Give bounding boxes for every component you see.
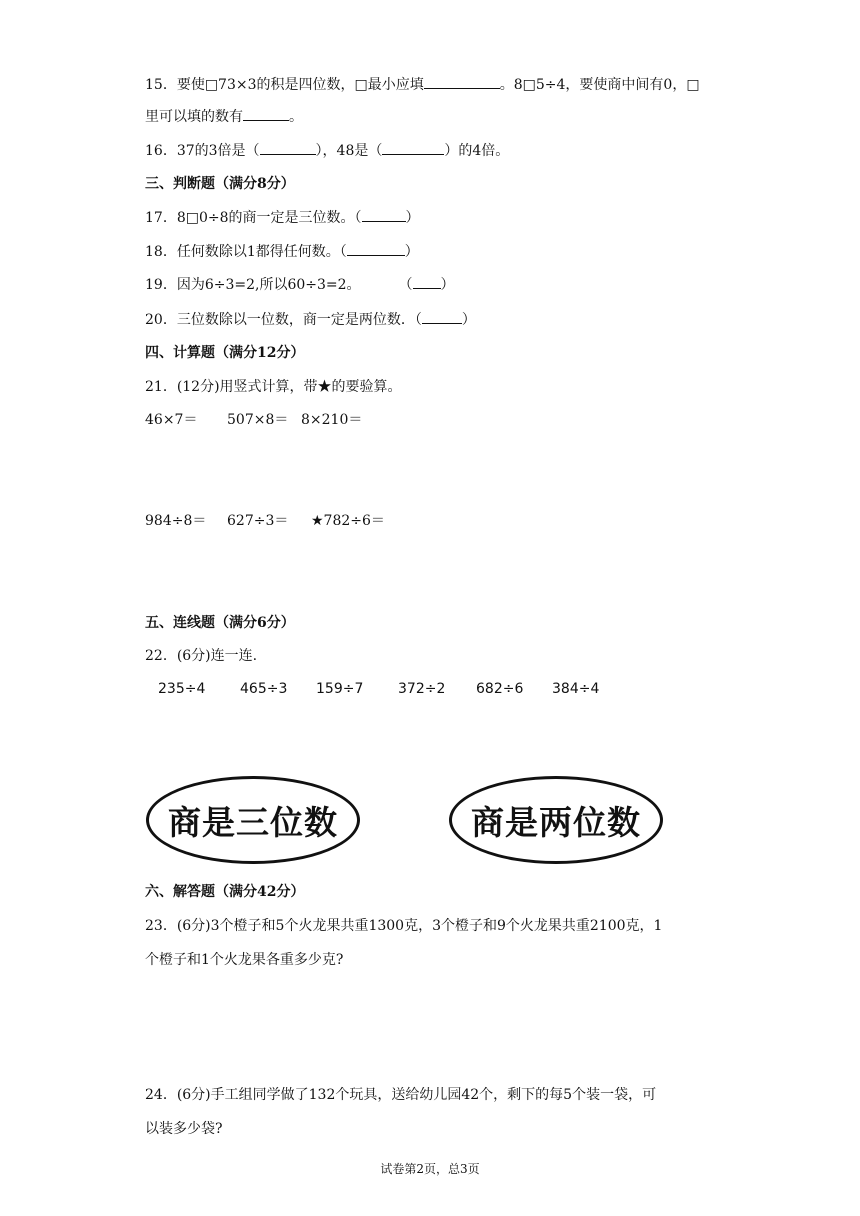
calc-item: 984÷8＝ — [145, 513, 207, 529]
q15-answer-blank-1[interactable] — [424, 74, 500, 89]
question-21-row-2 — [145, 511, 385, 531]
section-5-heading: 五、连线题（满分6分） — [145, 615, 295, 631]
q15-text-2: 。8□5÷4，要使商中间有0，□ — [499, 77, 700, 93]
calc-item: 507×8＝ — [227, 412, 289, 428]
question-19 — [145, 274, 455, 295]
q18-answer-blank[interactable] — [347, 241, 405, 256]
match-item[interactable]: 384÷4 — [552, 681, 600, 697]
section-3-heading: 三、判断题（满分8分） — [145, 176, 295, 192]
question-21-title: 21．(12分)用竖式计算，带★的要验算。 — [145, 379, 402, 395]
calc-item: 8×210＝ — [301, 412, 363, 428]
oval-three-digit-quotient[interactable] — [146, 776, 360, 864]
q19-open: （ — [398, 277, 413, 293]
question-21-row-1 — [145, 410, 362, 430]
question-17 — [145, 207, 420, 228]
match-item[interactable]: 235÷4 — [158, 681, 206, 697]
question-22-title: 22．(6分)连一连. — [145, 648, 258, 664]
q16-answer-blank-1[interactable] — [260, 140, 316, 155]
match-item[interactable]: 159÷7 — [316, 681, 364, 697]
calc-item: ★782÷6＝ — [311, 513, 385, 529]
q20-close: ） — [461, 312, 476, 328]
calc-item: 46×7＝ — [145, 412, 198, 428]
q15-answer-blank-2[interactable] — [243, 106, 289, 121]
oval-label: 商是三位数 — [168, 802, 338, 842]
q15-text-1: 15．要使□73×3的积是四位数，□最小应填 — [145, 77, 424, 93]
question-15-line-2 — [145, 106, 303, 127]
match-item[interactable]: 465÷3 — [240, 681, 288, 697]
q18-close: ） — [404, 244, 419, 260]
q17-text: 17．8□0÷8的商一定是三位数。（ — [145, 210, 362, 226]
question-16 — [145, 140, 509, 161]
question-15-line-1 — [145, 74, 700, 95]
match-item[interactable]: 372÷2 — [398, 681, 446, 697]
oval-two-digit-quotient[interactable] — [449, 776, 663, 864]
q18-text: 18．任何数除以1都得任何数。（ — [145, 244, 347, 260]
q19-close: ） — [440, 277, 455, 293]
calc-item: 627÷3＝ — [227, 513, 289, 529]
match-item[interactable]: 682÷6 — [476, 681, 524, 697]
q20-text: 20．三位数除以一位数，商一定是两位数．（ — [145, 312, 422, 328]
q17-close: ） — [405, 210, 420, 226]
question-20 — [145, 309, 476, 330]
q16-text-2: ），48是（ — [315, 143, 383, 159]
q16-text-1: 16．37的3倍是（ — [145, 143, 260, 159]
question-24-line-2: 以装多少袋? — [145, 1121, 223, 1137]
q15-text-3: 里可以填的数有 — [145, 109, 243, 125]
section-4-heading: 四、计算题（满分12分） — [145, 345, 305, 361]
q16-answer-blank-2[interactable] — [382, 140, 444, 155]
q16-text-3: ）的4倍。 — [444, 143, 510, 159]
q19-answer-blank[interactable] — [413, 274, 441, 289]
oval-label: 商是两位数 — [471, 802, 641, 842]
question-18 — [145, 241, 419, 262]
question-23-line-1: 23．(6分)3个橙子和5个火龙果共重1300克，3个橙子和9个火龙果共重2100克，1 — [145, 918, 663, 934]
page-footer: 试卷第2页，总3页 — [380, 1162, 480, 1176]
question-24-line-1: 24．(6分)手工组同学做了132个玩具，送给幼儿园42个，剩下的每5个装一袋，可 — [145, 1087, 657, 1103]
q20-answer-blank[interactable] — [422, 309, 462, 324]
q15-text-4: 。 — [289, 109, 303, 125]
question-23-line-2: 个橙子和1个火龙果各重多少克? — [145, 952, 344, 968]
q17-answer-blank[interactable] — [362, 207, 406, 222]
q19-text: 19．因为6÷3=2,所以60÷3=2。 — [145, 277, 361, 293]
section-6-heading: 六、解答题（满分42分） — [145, 884, 305, 900]
